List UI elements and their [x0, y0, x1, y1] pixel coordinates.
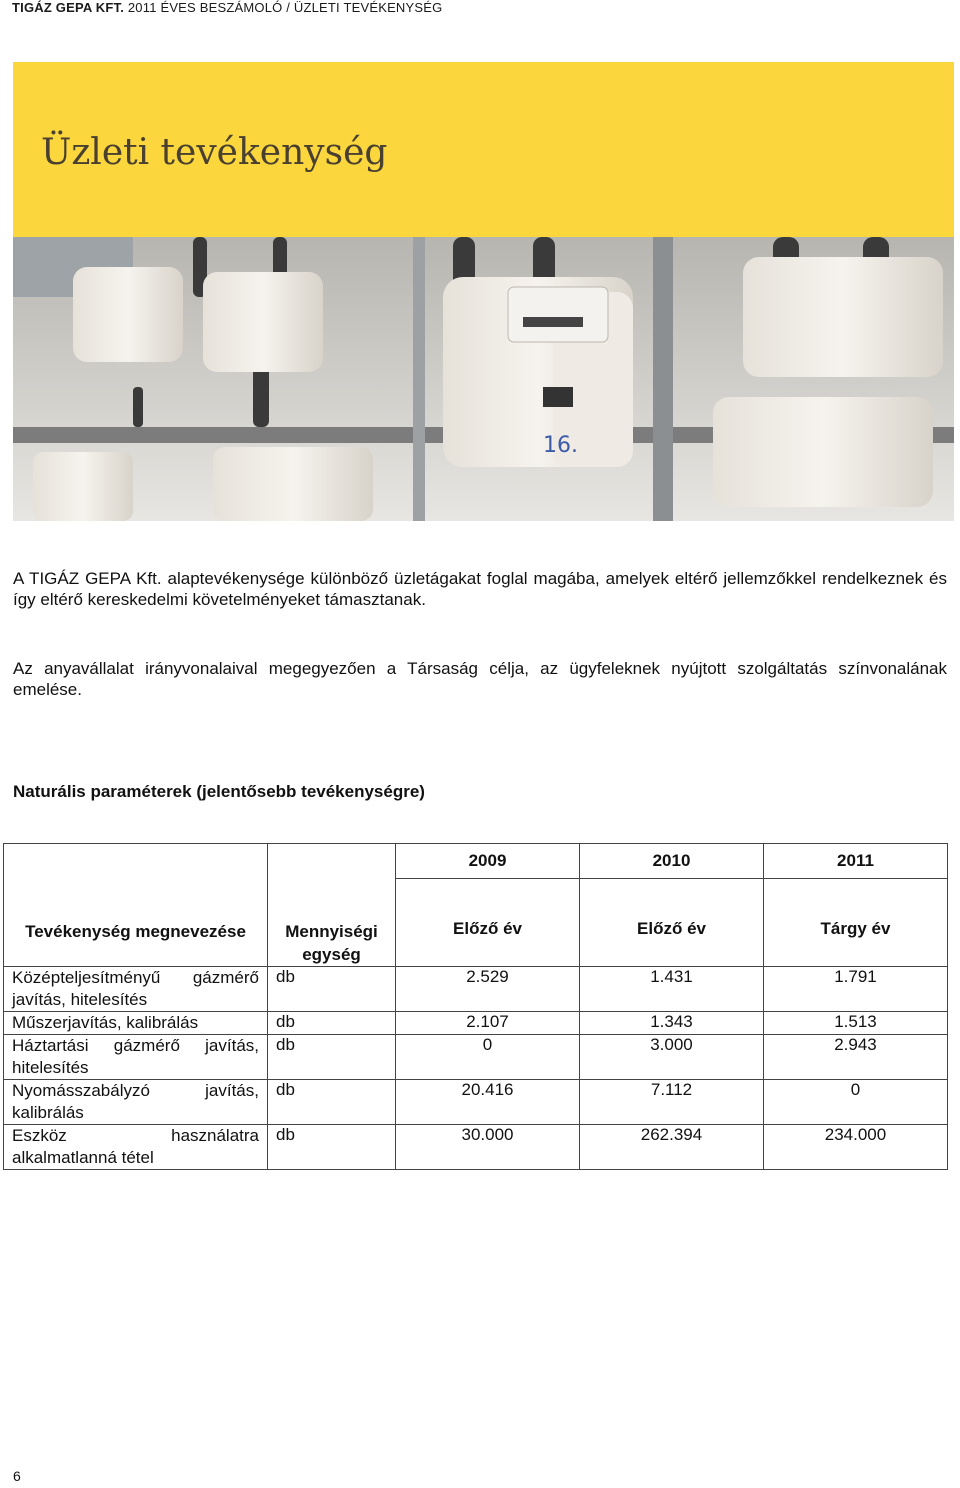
value-cell: 2.943 — [764, 1035, 948, 1080]
year-header: 2009 — [396, 844, 580, 879]
natural-parameters-table — [3, 843, 948, 1170]
value-cell: 0 — [396, 1035, 580, 1080]
table-row — [4, 1080, 948, 1125]
activity-name: Műszerjavítás, kalibrálás — [4, 1012, 268, 1035]
goal-paragraph: Az anyavállalat irányvonalaival megegyezően a Társaság célja, az ügyfeleknek nyújtott szolgáltatás színvonalának emelése. — [13, 659, 947, 699]
gas-meters-photo — [13, 237, 954, 521]
value-cell: 1.343 — [580, 1012, 764, 1035]
unit-cell: db — [268, 1035, 396, 1080]
title-banner — [13, 62, 954, 237]
period-header: Előző év — [580, 879, 764, 967]
value-cell: 3.000 — [580, 1035, 764, 1080]
meter-label: 16. — [543, 433, 578, 458]
running-header — [12, 0, 442, 15]
value-cell: 234.000 — [764, 1125, 948, 1170]
period-header: Előző év — [396, 879, 580, 967]
value-cell: 7.112 — [580, 1080, 764, 1125]
table-row — [4, 1125, 948, 1170]
value-cell: 1.513 — [764, 1012, 948, 1035]
table-row — [4, 967, 948, 1012]
table-row — [4, 1012, 948, 1035]
value-cell: 1.431 — [580, 967, 764, 1012]
unit-cell: db — [268, 1125, 396, 1170]
activity-name: Háztartási gázmérő javítás, hitelesítés — [4, 1035, 268, 1080]
activity-name: Eszköz használatra alkalmatlanná tétel — [4, 1125, 268, 1170]
year-header: 2010 — [580, 844, 764, 879]
page-number: 6 — [13, 1468, 21, 1484]
activity-name: Nyomásszabályzó javítás, kalibrálás — [4, 1080, 268, 1125]
value-cell: 0 — [764, 1080, 948, 1125]
unit-cell: db — [268, 967, 396, 1012]
table-row — [4, 1035, 948, 1080]
value-cell: 1.791 — [764, 967, 948, 1012]
activity-name: Középteljesítményű gázmérő javítás, hitelesítés — [4, 967, 268, 1012]
value-cell: 2.529 — [396, 967, 580, 1012]
value-cell: 30.000 — [396, 1125, 580, 1170]
value-cell: 20.416 — [396, 1080, 580, 1125]
intro-paragraph: A TIGÁZ GEPA Kft. alaptevékenysége különböző üzletágakat foglal magába, amelyek eltérő jellemzőkkel rendelkeznek és így eltérő kereskedelmi követelményeket támasztanak. — [13, 569, 947, 609]
unit-cell: db — [268, 1012, 396, 1035]
activity-header-cell — [4, 844, 268, 967]
page-title: Üzleti tevékenység — [41, 132, 388, 173]
year-header: 2011 — [764, 844, 948, 879]
unit-header: Mennyiségi egység — [285, 922, 378, 964]
period-header: Tárgy év — [764, 879, 948, 967]
unit-header-cell — [268, 844, 396, 967]
gas-meters-illustration — [13, 237, 954, 521]
activity-header: Tevékenység megnevezése — [25, 922, 246, 941]
header-brand: TIGÁZ GEPA KFT. — [12, 0, 125, 15]
unit-cell: db — [268, 1080, 396, 1125]
header-subtitle: 2011 ÉVES BESZÁMOLÓ / ÜZLETI TEVÉKENYSÉG — [127, 0, 443, 15]
value-cell: 262.394 — [580, 1125, 764, 1170]
value-cell: 2.107 — [396, 1012, 580, 1035]
section-title: Naturális paraméterek (jelentősebb tevékenységre) — [13, 782, 425, 801]
